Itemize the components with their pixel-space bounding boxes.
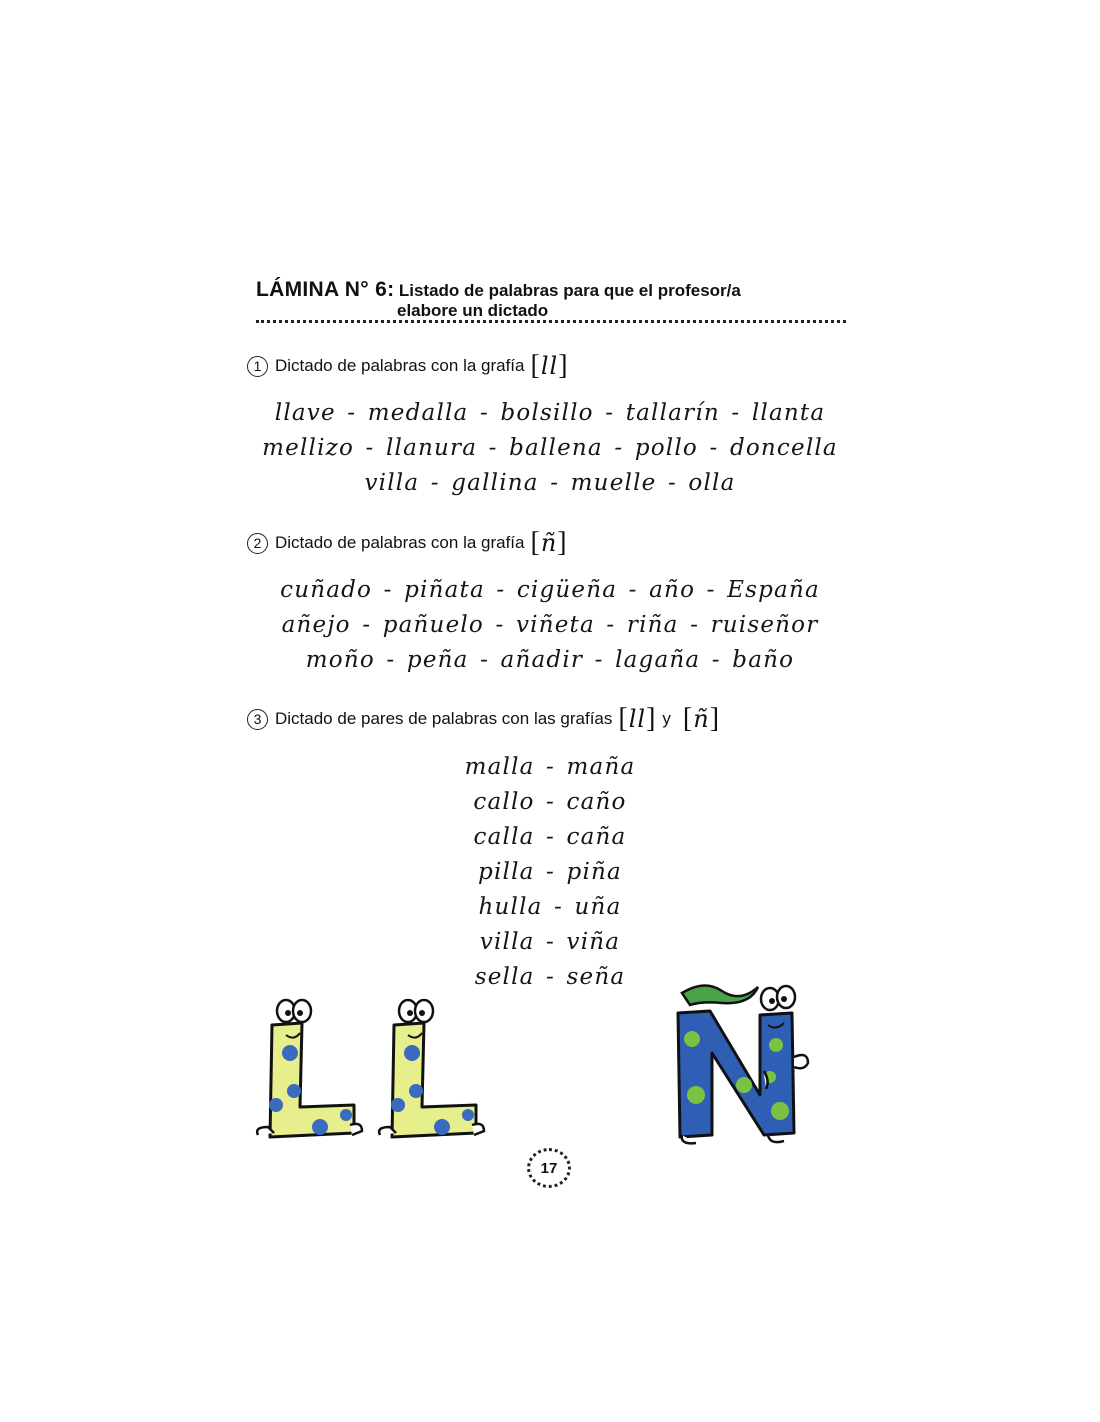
enye-character-icon (678, 985, 808, 1143)
section-1-label: Dictado de palabras con la grafía (275, 356, 525, 375)
section-2-title (247, 527, 568, 559)
section-2-grafia: [ñ] (530, 527, 568, 558)
word-pair: sella - seña (474, 964, 626, 990)
section-3-word-pairs (230, 750, 870, 995)
ll-characters-illustration (250, 995, 500, 1150)
section-2-label: Dictado de palabras con la grafía (275, 533, 525, 552)
word-pair: calla - caña (473, 824, 627, 850)
worksheet-heading (256, 278, 856, 320)
section-1-grafia: [ll] (530, 350, 569, 381)
word-line: villa - gallina - muelle - olla (364, 470, 736, 496)
word-pair: malla - maña (464, 754, 636, 780)
l-character-icon (257, 1000, 362, 1137)
word-pair: villa - viña (479, 929, 621, 955)
word-line: cuñado - piñata - cigüeña - año - España (280, 577, 820, 603)
lamina-label: LÁMINA N° 6: (256, 278, 395, 301)
section-3-title (247, 703, 720, 735)
word-line: añejo - pañuelo - viñeta - riña - ruiseñor (281, 612, 819, 638)
section-3-grafia-enye: [ñ] (682, 703, 721, 734)
section-3-number: 3 (247, 709, 268, 730)
word-line: moño - peña - añadir - lagaña - baño (305, 647, 795, 673)
word-pair: pilla - piña (478, 859, 622, 885)
section-3-conjunction: y (662, 709, 671, 728)
section-2-word-list (230, 573, 870, 678)
heading-line-1: Listado de palabras para que el profesor/a (398, 281, 741, 300)
word-line: llave - medalla - bolsillo - tallarín - llanta (274, 400, 826, 426)
section-1-word-list (230, 396, 870, 501)
section-1-title (247, 350, 569, 382)
page-number: 17 (527, 1148, 571, 1188)
word-line: mellizo - llanura - ballena - pollo - doncella (262, 435, 838, 461)
section-1-number: 1 (247, 356, 268, 377)
heading-line-2: elabore un dictado (397, 301, 549, 320)
dotted-divider (256, 320, 846, 323)
enye-character-illustration (660, 975, 820, 1150)
word-pair: hulla - uña (478, 894, 622, 920)
word-pair: callo - caño (473, 789, 627, 815)
section-3-grafia-ll: [ll] (618, 703, 657, 734)
l-character-icon (379, 1000, 484, 1137)
section-3-label: Dictado de pares de palabras con las grafías (275, 709, 613, 728)
section-2-number: 2 (247, 533, 268, 554)
